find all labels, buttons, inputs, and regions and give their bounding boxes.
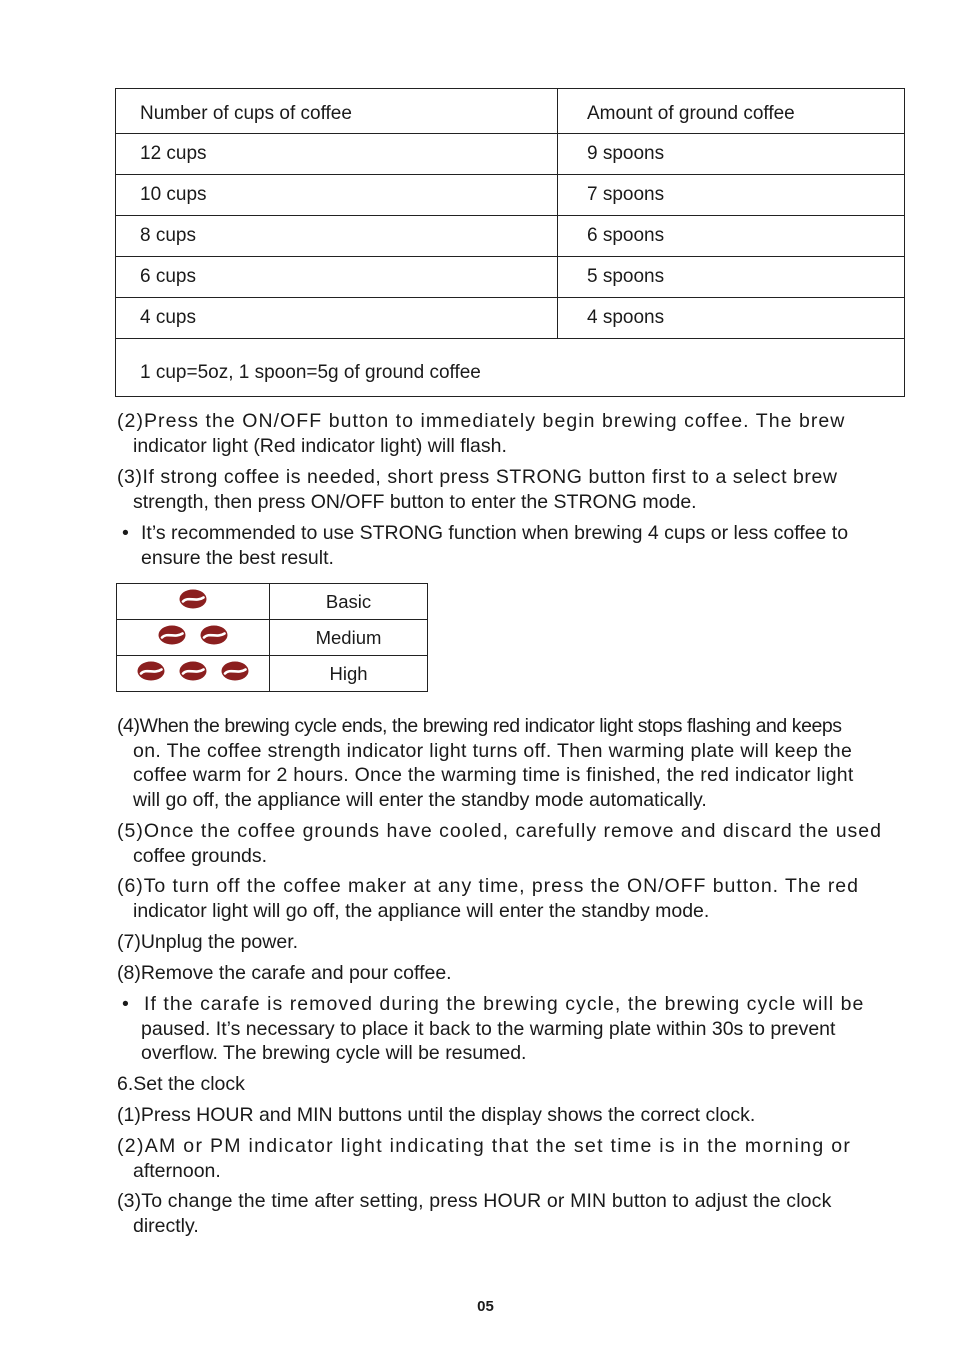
- step-number: (2): [117, 410, 144, 432]
- step-5: (5)Once the coffee grounds have cooled, carefully remove and discard the used coffee grounds.: [117, 819, 904, 868]
- cell-spoons: 7 spoons: [558, 175, 905, 216]
- strength-row-medium: [117, 620, 428, 656]
- clock-step-3-line1: (3)To change the time after setting, press HOUR or MIN button to adjust the clock: [117, 1190, 832, 1212]
- step-4-line1: (4)When the brewing cycle ends, the brewing red indicator light stops flashing and keeps: [117, 715, 842, 737]
- strength-table: [116, 583, 428, 692]
- cell-spoons: 5 spoons: [558, 257, 905, 298]
- table-header-row: [116, 89, 905, 134]
- step-2: [117, 409, 904, 458]
- section-heading-set-clock: 6.Set the clock: [117, 1073, 245, 1095]
- header-cups: Number of cups of coffee: [116, 89, 558, 134]
- step-number: (1): [117, 1104, 141, 1126]
- cell-cups: 4 cups: [116, 298, 558, 339]
- table-row: [116, 216, 905, 257]
- cell-cups: 8 cups: [116, 216, 558, 257]
- table-row: [116, 175, 905, 216]
- table-row: [116, 298, 905, 339]
- cell-cups: 10 cups: [116, 175, 558, 216]
- step-6: (6)To turn off the coffee maker at any time, press the ON/OFF button. The red indicator light will go off, the appliance will enter the standby mode.: [117, 874, 904, 923]
- cell-spoons: 4 spoons: [558, 298, 905, 339]
- coffee-bean-icon: [179, 661, 207, 681]
- clock-step-2: (2)AM or PM indicator light indicating that the set time is in the morning or afternoon.: [117, 1134, 904, 1183]
- step-3-line2: strength, then press ON/OFF button to enter the STRONG mode.: [133, 490, 697, 513]
- step-number: (2): [117, 1135, 145, 1157]
- conversion-note: 1 cup=5oz, 1 spoon=5g of ground coffee: [116, 339, 905, 397]
- step-number: (8): [117, 962, 141, 984]
- step-number: (6): [117, 875, 144, 897]
- bullet-dot: •: [122, 993, 129, 1015]
- bean-icons: [117, 584, 270, 620]
- clock-step-1: (1)Press HOUR and MIN buttons until the display shows the correct clock.: [117, 1104, 756, 1126]
- step-2-line1: (2)Press the ON/OFF button to immediately begin brewing coffee. The brew: [117, 410, 846, 432]
- cell-cups: 12 cups: [116, 134, 558, 175]
- step-number: (4): [117, 715, 140, 737]
- bean-icons: [117, 620, 270, 656]
- table-note-row: [116, 339, 905, 397]
- step-4: (4)When the brewing cycle ends, the brewing red indicator light stops flashing and keeps on. The coffee strength indicator light turns off. Then warming plate will keep the coffee warm for 2 hours. Once the warming time is finished, the red indicator light will go off, the appliance will enter the standby mode automatically.: [117, 714, 904, 812]
- step-7: (7)Unplug the power.: [117, 931, 299, 953]
- step-5-line1: (5)Once the coffee grounds have cooled, carefully remove and discard the used: [117, 820, 882, 842]
- tip-carafe-removed: • If the carafe is removed during the brewing cycle, the brewing cycle will be paused. It’s necessary to place it back to the warming plate within 30s to prevent overflow. The brewing cycle will be resumed.: [122, 993, 865, 1064]
- step-8: (8)Remove the carafe and pour coffee.: [117, 962, 452, 984]
- step-6-line1: (6)To turn off the coffee maker at any time, press the ON/OFF button. The red: [117, 875, 859, 897]
- header-amount: Amount of ground coffee: [558, 89, 905, 134]
- bean-icons: [117, 656, 270, 692]
- bullet-dot: •: [122, 522, 129, 544]
- coffee-bean-icon: [200, 625, 228, 645]
- table-row: [116, 134, 905, 175]
- strength-label: Basic: [270, 584, 428, 620]
- strength-label: Medium: [270, 620, 428, 656]
- strength-row-basic: [117, 584, 428, 620]
- tip-strong-function: • It’s recommended to use STRONG function when brewing 4 cups or less coffee to ensure the best result.: [122, 522, 849, 569]
- step-number: (7): [117, 931, 141, 953]
- strength-label: High: [270, 656, 428, 692]
- step-number: (3): [117, 466, 143, 488]
- page-number: 05: [477, 1298, 494, 1315]
- step-number: (3): [117, 1190, 142, 1212]
- cell-spoons: 6 spoons: [558, 216, 905, 257]
- coffee-amount-table: [115, 88, 905, 397]
- cell-spoons: 9 spoons: [558, 134, 905, 175]
- step-3: [117, 465, 904, 514]
- coffee-bean-icon: [137, 661, 165, 681]
- coffee-bean-icon: [179, 589, 207, 609]
- table-row: [116, 257, 905, 298]
- clock-step-3: (3)To change the time after setting, press HOUR or MIN button to adjust the clock directly.: [117, 1189, 904, 1238]
- step-number: (5): [117, 820, 144, 842]
- coffee-bean-icon: [158, 625, 186, 645]
- step-2-line2: indicator light (Red indicator light) will flash.: [133, 434, 507, 457]
- cell-cups: 6 cups: [116, 257, 558, 298]
- coffee-bean-icon: [221, 661, 249, 681]
- strength-row-high: [117, 656, 428, 692]
- clock-step-2-line1: (2)AM or PM indicator light indicating that the set time is in the morning or: [117, 1135, 852, 1157]
- step-3-line1: (3)If strong coffee is needed, short press STRONG button first to a select brew: [117, 466, 838, 488]
